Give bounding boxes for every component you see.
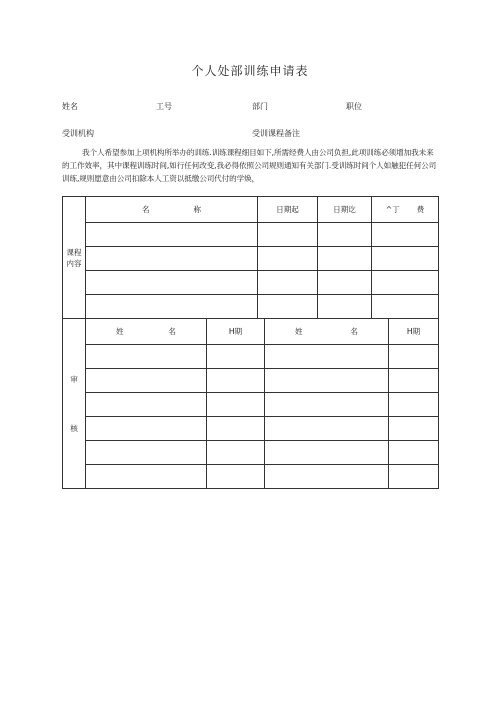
reviewer-name-cell[interactable] bbox=[265, 369, 389, 393]
course-header-row bbox=[63, 197, 439, 223]
review-row bbox=[63, 393, 439, 417]
review-row bbox=[63, 465, 439, 489]
org-label: 受训机构 bbox=[62, 129, 94, 138]
review-side-label bbox=[63, 319, 86, 489]
course-side-label bbox=[63, 197, 86, 319]
course-row bbox=[63, 223, 439, 247]
course-name-cell[interactable] bbox=[86, 247, 258, 271]
reviewer-name-cell[interactable] bbox=[86, 345, 207, 369]
dept-label: 部门 bbox=[252, 102, 268, 111]
review-date-header-2: H期 bbox=[389, 319, 439, 345]
fee-cell[interactable] bbox=[372, 223, 439, 247]
reviewer-name-cell[interactable] bbox=[86, 393, 207, 417]
review-date-cell[interactable] bbox=[207, 345, 265, 369]
review-side-label-bottom: 核 bbox=[70, 423, 78, 433]
review-date-cell[interactable] bbox=[207, 465, 265, 489]
review-row bbox=[63, 369, 439, 393]
review-date-cell[interactable] bbox=[207, 369, 265, 393]
job-no-label: 工号 bbox=[156, 102, 172, 111]
reviewer-name-header-1-a: 姓 bbox=[116, 327, 124, 336]
start-date-cell[interactable] bbox=[258, 295, 318, 319]
reviewer-name-cell[interactable] bbox=[265, 465, 389, 489]
reviewer-name-header-2-a: 姓 bbox=[295, 327, 303, 336]
course-side-label-line2: 内容 bbox=[66, 258, 82, 268]
course-name-header-b: 称 bbox=[193, 205, 201, 214]
start-date-header: 日期起 bbox=[258, 197, 318, 223]
start-date-cell[interactable] bbox=[258, 247, 318, 271]
review-row bbox=[63, 441, 439, 465]
reviewer-name-cell[interactable] bbox=[86, 369, 207, 393]
end-date-cell[interactable] bbox=[318, 223, 372, 247]
end-date-cell[interactable] bbox=[318, 247, 372, 271]
reviewer-name-cell[interactable] bbox=[86, 417, 207, 441]
fee-cell[interactable] bbox=[372, 295, 439, 319]
review-header-row bbox=[63, 319, 439, 345]
course-side-label-line1: 课程 bbox=[66, 247, 82, 257]
reviewer-name-header-1 bbox=[86, 319, 207, 345]
review-date-cell[interactable] bbox=[389, 345, 439, 369]
review-row bbox=[63, 417, 439, 441]
course-row bbox=[63, 271, 439, 295]
review-table bbox=[62, 318, 439, 489]
fee-cell[interactable] bbox=[372, 271, 439, 295]
reviewer-name-cell[interactable] bbox=[265, 417, 389, 441]
review-date-cell[interactable] bbox=[207, 441, 265, 465]
course-row bbox=[63, 247, 439, 271]
reviewer-name-cell[interactable] bbox=[86, 441, 207, 465]
end-date-header: 日期讫 bbox=[318, 197, 372, 223]
course-name-cell[interactable] bbox=[86, 271, 258, 295]
review-date-cell[interactable] bbox=[389, 465, 439, 489]
fee-header-a: ^丁 bbox=[385, 205, 400, 214]
fee-header bbox=[372, 197, 439, 223]
reviewer-name-cell[interactable] bbox=[86, 465, 207, 489]
end-date-cell[interactable] bbox=[318, 271, 372, 295]
position-label: 职位 bbox=[346, 102, 362, 111]
review-date-cell[interactable] bbox=[389, 441, 439, 465]
reviewer-name-header-1-b: 名 bbox=[168, 327, 176, 336]
commitment-paragraph: 我个人希望参加上项机构所举办的训练.训练课程细目如下,所需经费人由公司负担,此项训练必须增加我未来的工作效率，其中课程训练时间,如行任何改变,我必得依照公司规则通知有关部门.受训练时间个人如触犯任何公司训练,规则愿意由公司扣除本人工资以抵缴公司代付的学焕， bbox=[62, 148, 437, 183]
course-row bbox=[63, 295, 439, 319]
review-date-header-1: H期 bbox=[207, 319, 265, 345]
reviewer-name-cell[interactable] bbox=[265, 345, 389, 369]
review-date-cell[interactable] bbox=[389, 369, 439, 393]
reviewer-name-header-2-b: 名 bbox=[350, 327, 358, 336]
review-side-label-top: 审 bbox=[70, 374, 78, 384]
review-date-cell[interactable] bbox=[207, 417, 265, 441]
fee-cell[interactable] bbox=[372, 247, 439, 271]
course-name-cell[interactable] bbox=[86, 295, 258, 319]
review-row bbox=[63, 345, 439, 369]
course-note-label: 受训课程备注 bbox=[252, 129, 300, 138]
course-table bbox=[62, 196, 439, 319]
reviewer-name-cell[interactable] bbox=[265, 393, 389, 417]
course-name-header bbox=[86, 197, 258, 223]
name-label: 姓名 bbox=[62, 102, 78, 111]
fee-header-b: 费 bbox=[416, 205, 425, 214]
start-date-cell[interactable] bbox=[258, 271, 318, 295]
course-name-header-a: 名 bbox=[142, 205, 150, 214]
start-date-cell[interactable] bbox=[258, 223, 318, 247]
form-title: 个人处部训练申请表 bbox=[191, 64, 309, 78]
reviewer-name-cell[interactable] bbox=[265, 441, 389, 465]
review-date-cell[interactable] bbox=[207, 393, 265, 417]
review-date-cell[interactable] bbox=[389, 393, 439, 417]
reviewer-name-header-2 bbox=[265, 319, 389, 345]
end-date-cell[interactable] bbox=[318, 295, 372, 319]
review-date-cell[interactable] bbox=[389, 417, 439, 441]
course-name-cell[interactable] bbox=[86, 223, 258, 247]
